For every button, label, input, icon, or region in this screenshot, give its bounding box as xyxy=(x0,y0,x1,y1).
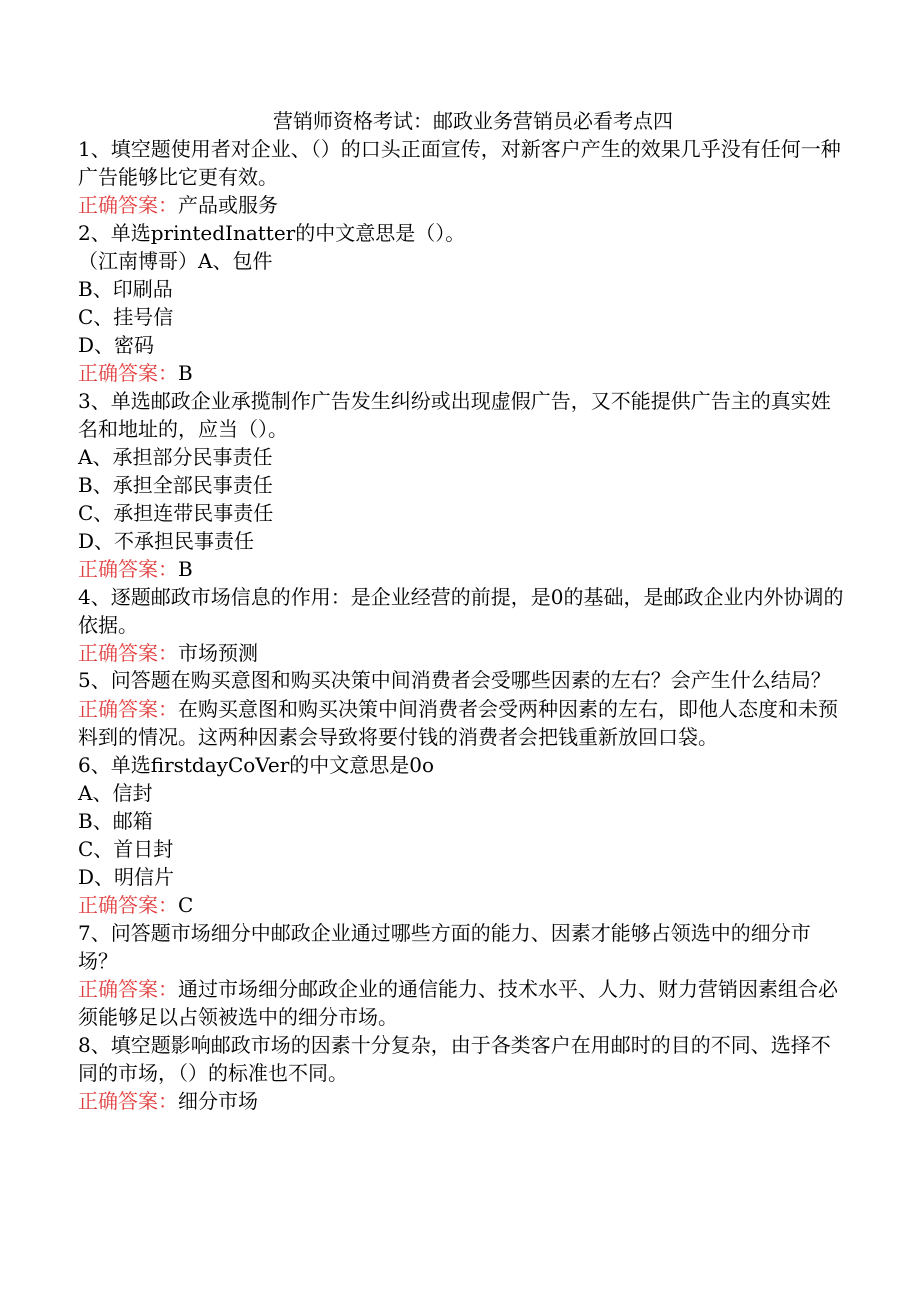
question-text: 7、问答题市场细分中邮政企业通过哪些方面的能力、因素才能够占领选中的细分市场？ xyxy=(78,921,811,973)
answer-text: 细分市场 xyxy=(178,1089,258,1113)
option-item: B、印刷品 xyxy=(78,277,173,301)
answer-label: 正确答案： xyxy=(78,697,178,721)
question-text: 4、逐题邮政市场信息的作用：是企业经营的前提，是0的基础，是邮政企业内外协调的依据。 xyxy=(78,585,844,637)
question-text: 6、单选firstdayCoVer的中文意思是0o xyxy=(78,753,435,777)
option-item: B、承担全部民事责任 xyxy=(78,473,273,497)
answer-label: 正确答案： xyxy=(78,193,178,217)
answer-label: 正确答案： xyxy=(78,977,178,1001)
answer-line xyxy=(78,891,848,919)
answer-label: 正确答案： xyxy=(78,1089,178,1113)
question-text: 8、填空题影响邮政市场的因素十分复杂，由于各类客户在用邮时的目的不同、选择不同的市场，（）的标准也不同。 xyxy=(78,1033,831,1085)
answer-text: 产品或服务 xyxy=(178,193,278,217)
question-text: 3、单选邮政企业承揽制作广告发生纠纷或出现虚假广告，又不能提供广告主的真实姓名和地址的，应当（）。 xyxy=(78,389,831,441)
document-title: 营销师资格考试：邮政业务营销员必看考点四 xyxy=(273,109,673,133)
question-text: 2、单选printedInatter的中文意思是（）。 xyxy=(78,221,466,245)
answer-line xyxy=(78,639,848,667)
option-item: A、承担部分民事责任 xyxy=(78,445,273,469)
answer-label: 正确答案： xyxy=(78,361,178,385)
option-item: D、密码 xyxy=(78,333,155,357)
option-item: C、承担连带民事责任 xyxy=(78,501,274,525)
answer-line xyxy=(78,555,848,583)
answer-text: 通过市场细分邮政企业的通信能力、技术水平、人力、财力营销因素组合必须能够足以占领被选中的细分市场。 xyxy=(78,977,838,1029)
option-item: （江南博哥）A、包件 xyxy=(78,249,273,273)
option-item: A、信封 xyxy=(78,781,153,805)
option-item: B、邮箱 xyxy=(78,809,153,833)
answer-text: 市场预测 xyxy=(178,641,258,665)
answer-text: B xyxy=(178,557,193,581)
answer-label: 正确答案： xyxy=(78,557,178,581)
answer-line xyxy=(78,359,848,387)
answer-line xyxy=(78,695,848,751)
answer-text: C xyxy=(178,893,194,917)
question-text: 1、填空题使用者对企业、（）的口头正面宣传，对新客户产生的效果几乎没有任何一种广告能够比它更有效。 xyxy=(78,137,841,189)
answer-line xyxy=(78,191,848,219)
answer-text: B xyxy=(178,361,193,385)
option-item: D、明信片 xyxy=(78,865,175,889)
question-text: 5、问答题在购买意图和购买决策中间消费者会受哪些因素的左右？会产生什么结局？ xyxy=(78,668,831,692)
answer-label: 正确答案： xyxy=(78,893,178,917)
answer-label: 正确答案： xyxy=(78,641,178,665)
option-item: D、不承担民事责任 xyxy=(78,529,255,553)
option-item: C、首日封 xyxy=(78,837,174,861)
answer-line xyxy=(78,975,848,1031)
option-item: C、挂号信 xyxy=(78,305,174,329)
document-page xyxy=(78,107,848,1115)
answer-text: 在购买意图和购买决策中间消费者会受两种因素的左右，即他人态度和未预料到的情况。这两种因素会导致将要付钱的消费者会把钱重新放回口袋。 xyxy=(78,697,838,749)
answer-line xyxy=(78,1087,848,1115)
